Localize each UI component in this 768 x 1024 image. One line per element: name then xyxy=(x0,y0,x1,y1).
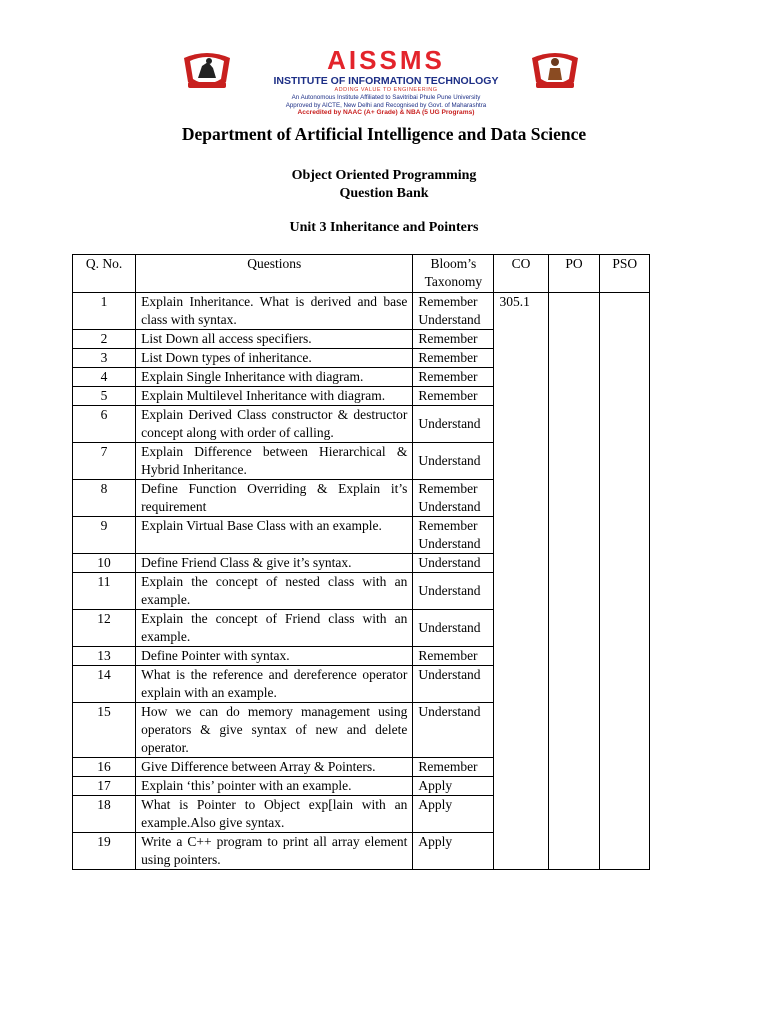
institute-name: INSTITUTE OF INFORMATION TECHNOLOGY xyxy=(273,75,499,87)
question-number: 7 xyxy=(73,443,136,480)
bloom-level: Understand xyxy=(413,554,494,573)
question-number: 10 xyxy=(73,554,136,573)
po-value xyxy=(548,293,600,870)
bloom-level: Understand xyxy=(413,703,494,758)
question-number: 13 xyxy=(73,647,136,666)
brand-block xyxy=(262,46,510,117)
question-text: Explain Single Inheritance with diagram. xyxy=(136,368,413,387)
bloom-level: Understand xyxy=(413,610,494,647)
bloom-level: Remember xyxy=(413,368,494,387)
bloom-level: Apply xyxy=(413,777,494,796)
co-value: 305.1 xyxy=(494,293,548,870)
bloom-level: Understand xyxy=(413,406,494,443)
header-po: PO xyxy=(548,255,600,293)
question-number: 16 xyxy=(73,758,136,777)
question-number: 2 xyxy=(73,330,136,349)
question-number: 6 xyxy=(73,406,136,443)
department-title: Department of Artificial Intelligence and Data Science xyxy=(181,124,587,144)
bloom-level: Remember Understand xyxy=(413,517,494,554)
question-text: Explain Multilevel Inheritance with diagram. xyxy=(136,387,413,406)
tagline: ADDING VALUE TO ENGINEERING xyxy=(334,87,438,93)
left-seal-logo xyxy=(180,48,234,94)
question-number: 18 xyxy=(73,796,136,833)
header-co: CO xyxy=(494,255,548,293)
bloom-level: Understand xyxy=(413,443,494,480)
approval: Approved by AICTE, New Delhi and Recognised by Govt. of Maharashtra xyxy=(285,101,487,109)
subject-name: Object Oriented Programming xyxy=(291,168,477,183)
bloom-level: Remember xyxy=(413,647,494,666)
question-text: Explain Difference between Hierarchical & Hybrid Inheritance. xyxy=(136,443,413,480)
document-type: Question Bank xyxy=(339,186,429,201)
header-pso: PSO xyxy=(600,255,650,293)
bloom-level: Remember xyxy=(413,387,494,406)
bloom-level: Understand xyxy=(413,666,494,703)
question-number: 15 xyxy=(73,703,136,758)
affiliation: An Autonomous Institute Affiliated to Savitribai Phule Pune University xyxy=(291,94,481,101)
question-text: Define Friend Class & give it’s syntax. xyxy=(136,554,413,573)
bloom-level: Apply xyxy=(413,833,494,870)
table-header-row xyxy=(73,255,650,293)
question-text: How we can do memory management using operators & give syntax of new and delete operator. xyxy=(136,703,413,758)
question-number: 17 xyxy=(73,777,136,796)
unit-title: Unit 3 Inheritance and Pointers xyxy=(289,220,479,235)
question-number: 19 xyxy=(73,833,136,870)
question-text: Explain Derived Class constructor & destructor concept along with order of calling. xyxy=(136,406,413,443)
question-text: List Down all access specifiers. xyxy=(136,330,413,349)
question-text: What is the reference and dereference operator explain with an example. xyxy=(136,666,413,703)
institute-header xyxy=(0,38,768,118)
question-text: Explain Virtual Base Class with an example. xyxy=(136,517,413,554)
question-number: 12 xyxy=(73,610,136,647)
question-number: 11 xyxy=(73,573,136,610)
bloom-level: Remember xyxy=(413,758,494,777)
question-number: 5 xyxy=(73,387,136,406)
question-table xyxy=(72,254,650,870)
question-number: 8 xyxy=(73,480,136,517)
question-text: Write a C++ program to print all array element using pointers. xyxy=(136,833,413,870)
header-qno: Q. No. xyxy=(73,255,136,293)
question-text: Define Pointer with syntax. xyxy=(136,647,413,666)
right-seal-logo xyxy=(528,48,582,94)
question-number: 3 xyxy=(73,349,136,368)
question-text: Give Difference between Array & Pointers. xyxy=(136,758,413,777)
accreditation: Accredited by NAAC (A+ Grade) & NBA (5 UG Programs) xyxy=(297,109,475,116)
question-text: Explain ‘this’ pointer with an example. xyxy=(136,777,413,796)
question-text: Explain the concept of nested class with an example. xyxy=(136,573,413,610)
header-questions: Questions xyxy=(136,255,413,293)
question-text: Explain the concept of Friend class with an example. xyxy=(136,610,413,647)
pso-value xyxy=(600,293,650,870)
logo-text: AISSMS xyxy=(327,45,445,75)
question-text: Explain Inheritance. What is derived and base class with syntax. xyxy=(136,293,413,330)
bloom-level: Apply xyxy=(413,796,494,833)
question-number: 14 xyxy=(73,666,136,703)
question-text: List Down types of inheritance. xyxy=(136,349,413,368)
question-text: What is Pointer to Object exp[lain with an example.Also give syntax. xyxy=(136,796,413,833)
question-table-body xyxy=(73,293,650,870)
subject-block xyxy=(0,167,768,203)
bloom-level: Remember xyxy=(413,349,494,368)
header-bloom: Bloom’s Taxonomy xyxy=(413,255,494,293)
bloom-level: Remember Understand xyxy=(413,480,494,517)
question-number: 4 xyxy=(73,368,136,387)
bloom-level: Remember xyxy=(413,330,494,349)
bloom-level: Understand xyxy=(413,573,494,610)
bloom-level: Remember Understand xyxy=(413,293,494,330)
question-text: Define Function Overriding & Explain it’s requirement xyxy=(136,480,413,517)
question-number: 9 xyxy=(73,517,136,554)
question-number: 1 xyxy=(73,293,136,330)
table-row xyxy=(73,293,650,330)
